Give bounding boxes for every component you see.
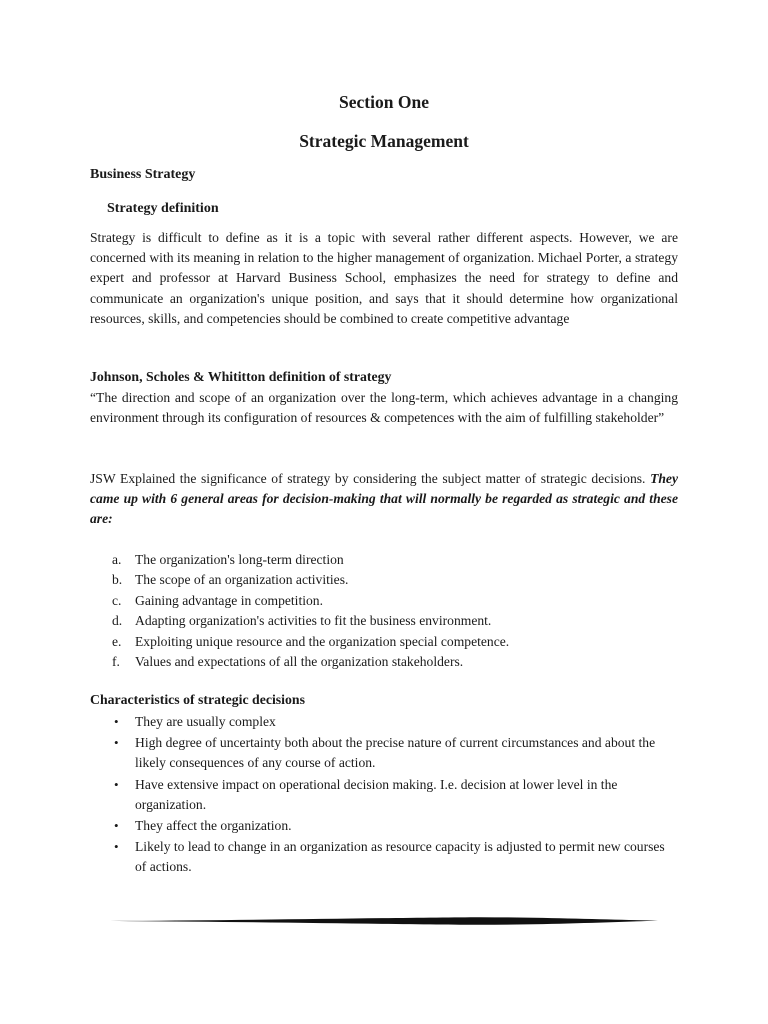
list-item-text: Values and expectations of all the organization stakeholders.	[135, 654, 464, 670]
section-heading: Section One	[339, 92, 429, 112]
jsw-definition-heading: Johnson, Scholes & Whititton definition of strategy	[90, 369, 392, 384]
list-item-text: Exploiting unique resource and the organization special competence.	[135, 633, 510, 649]
list-item	[90, 733, 678, 773]
list-item	[90, 775, 678, 815]
footer-divider	[110, 914, 658, 928]
list-marker: e.	[112, 633, 122, 649]
bullet-icon: •	[114, 818, 119, 834]
list-marker: f.	[112, 654, 120, 670]
list-item-text: They are usually complex	[135, 714, 276, 729]
list-item	[90, 611, 678, 631]
jsw-definition-quote: “The direction and scope of an organization over the long-term, which achieves advantage in a changing environment through its configuration of resources & competences with the aim of fulfilling stakeholder”	[90, 390, 678, 426]
list-item	[90, 837, 678, 877]
bullet-icon: •	[114, 776, 119, 792]
list-item-text: The organization's long-term direction	[135, 552, 344, 567]
jsw-intro-paragraph	[90, 469, 678, 530]
list-marker: a.	[112, 552, 122, 567]
list-item-text: They affect the organization.	[135, 818, 292, 834]
jsw-intro-plain: JSW Explained the significance of strategy by considering the subject matter of strategic decisions.	[90, 471, 646, 486]
list-item	[90, 550, 678, 570]
bullet-icon: •	[114, 839, 119, 855]
characteristics-heading: Characteristics of strategic decisions	[90, 692, 305, 707]
bullet-icon: •	[114, 714, 119, 729]
list-item-text: The scope of an organization activities.	[135, 572, 349, 588]
list-item-text: High degree of uncertainty both about the precise nature of current circumstances and about the likely consequences of any course of action.	[135, 735, 656, 771]
decision-areas-list	[90, 550, 678, 672]
strategy-definition-heading: Strategy definition	[107, 201, 219, 216]
list-item	[90, 652, 678, 672]
list-item-text: Have extensive impact on operational decision making. I.e. decision at lower level in the organization.	[135, 776, 618, 812]
list-marker: d.	[112, 613, 123, 629]
list-item	[90, 712, 678, 732]
list-item	[90, 816, 678, 836]
list-item-text: Gaining advantage in competition.	[135, 592, 323, 608]
characteristics-list	[90, 712, 678, 879]
list-marker: c.	[112, 592, 122, 608]
list-item-text: Adapting organization's activities to fit the business environment.	[135, 613, 492, 629]
bullet-icon: •	[114, 735, 119, 751]
list-item	[90, 632, 678, 652]
strategy-definition-paragraph: Strategy is difficult to define as it is a topic with several rather different aspects. However, we are concerned with its meaning in relation to the higher management of organization. Michael Porter, a strategy expert and professor at Harvard Business School, emphasizes the need for strategy to define and communicate an organization's unique position, and says that it should determine how organizational resources, skills, and competencies should be combined to create competitive advantage	[90, 230, 678, 326]
list-marker: b.	[112, 572, 123, 588]
list-item	[90, 570, 678, 590]
list-item-text: Likely to lead to change in an organization as resource capacity is adjusted to permit new courses of actions.	[135, 839, 665, 875]
page-title: Strategic Management	[299, 131, 469, 151]
jsw-intro-emphasis: They came up with 6 general areas for decision-making that will normally be regarded as strategic and these are:	[90, 471, 678, 527]
business-strategy-heading: Business Strategy	[90, 167, 196, 182]
list-item	[90, 591, 678, 611]
